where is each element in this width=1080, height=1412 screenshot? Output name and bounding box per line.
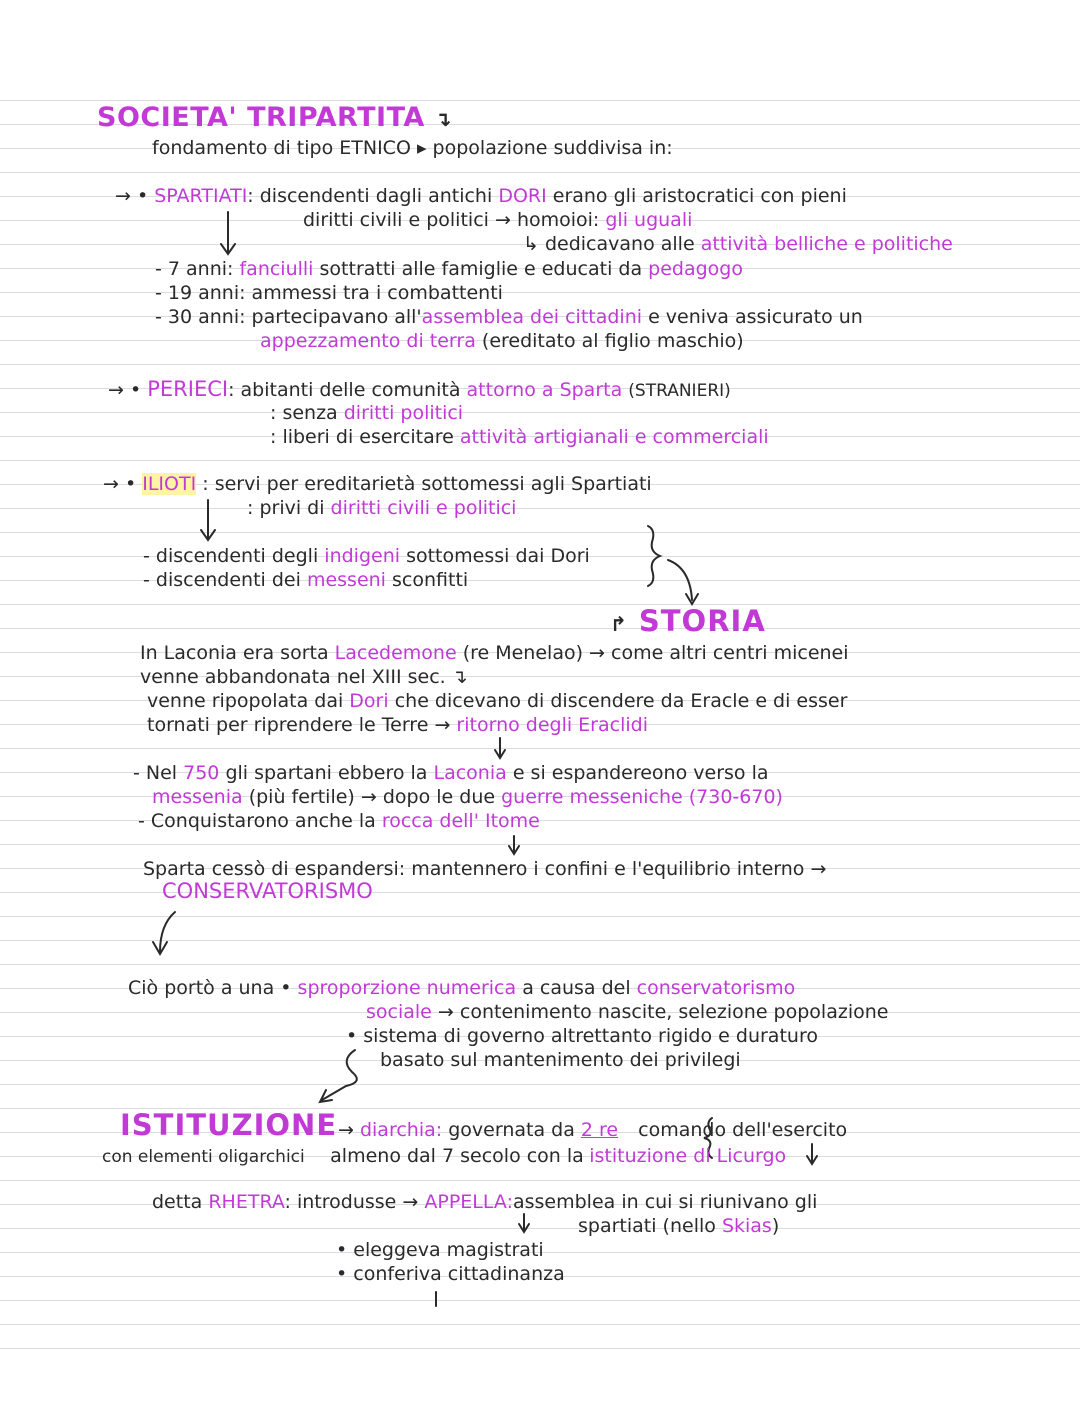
bullet-icon: • [346, 1025, 358, 1047]
conservatorismo-term: conservatorismo [636, 977, 796, 999]
arrow-icon: → [115, 185, 131, 207]
stranieri-text: (STRANIERI) [628, 381, 731, 401]
curved-down-arrow-icon [160, 912, 175, 952]
iloti-line-1 [103, 472, 652, 496]
year-750: 750 [183, 762, 220, 784]
spartiati-text: dedicavano alle [544, 233, 695, 255]
spartiati-label: SPARTIATI [154, 185, 248, 207]
storia-bullet-1 [133, 761, 769, 785]
perieci-text: : senza [270, 402, 338, 424]
intro-text: fondamento di tipo ETNICO [152, 137, 411, 159]
istituzione-text-3: assemblea in cui si riunivano gli [512, 1191, 818, 1213]
istituzione-text-2: comando dell'esercito [638, 1119, 848, 1141]
storia-bullet-2 [138, 809, 540, 833]
brace-icon [648, 526, 660, 586]
bullet-icon: • [336, 1239, 348, 1261]
diarchia-term: diarchia: [359, 1119, 443, 1141]
istituzione-heading-text: ISTITUZIONE [120, 1108, 338, 1142]
arrow-icon: → [494, 209, 511, 231]
guerre-term: guerre messeniche (730-670) [501, 786, 783, 808]
arrow-icon: → [103, 473, 119, 495]
iloti-desc-1 [143, 544, 590, 568]
perieci-line-1 [108, 377, 731, 403]
fanciulli-term: fanciulli [239, 258, 314, 280]
storia-text-2: (re Menelao) [462, 642, 583, 664]
storia-text: venne abbandonata nel XIII sec. [140, 666, 446, 688]
storia-sparta-line [143, 857, 826, 881]
bullet-icon: • [129, 379, 142, 401]
spartiati-line-3 [523, 232, 953, 256]
arrow-icon: → [338, 1119, 354, 1141]
homoioi-term: homoioi: [516, 209, 600, 231]
storia-text: Sparta cessò di espandersi: mantennero i confini e l'equilibrio interno [143, 858, 805, 880]
storia-text-2: che dicevano di discendere da Eracle e di esser [394, 690, 848, 712]
iloti-text-2: sottomessi dai Dori [406, 545, 590, 567]
storia-text-2: dopo le due [382, 786, 496, 808]
istituzione-line-4 [578, 1214, 779, 1238]
conseguenze-text: sistema di governo altrettanto rigido e duraturo [363, 1025, 818, 1047]
iloti-desc-2 [143, 568, 468, 592]
diritti-term: diritti politici [343, 402, 464, 424]
storia-text: (più fertile) [248, 786, 355, 808]
iloti-text-2: sconfitti [392, 569, 469, 591]
perieci-line-3 [270, 425, 769, 449]
attivita-term: attività artigianali e commerciali [459, 426, 769, 448]
return-arrow-icon: ↴ [434, 107, 452, 131]
terra-term: appezzamento di terra [260, 330, 476, 352]
istituzione-line-2 [102, 1144, 786, 1169]
skias-term: Skias [721, 1215, 772, 1237]
laconia-term: Laconia [433, 762, 507, 784]
perieci-line-2 [270, 401, 463, 425]
storia-heading-text: STORIA [638, 604, 766, 638]
storia-text: In Laconia era sorta [140, 642, 329, 664]
istituzione-line-3 [152, 1190, 817, 1214]
spartiati-text: diritti civili e politici [303, 209, 489, 231]
conseguenze-line-2 [366, 1000, 888, 1024]
istituzione-line-6 [336, 1262, 565, 1286]
conseguenze-text-2: a causa del [522, 977, 631, 999]
storia-bullet-1b [152, 785, 783, 809]
iloti-text: : servi per ereditarietà sottomessi agli Spartiati [202, 473, 652, 495]
istituzione-text: eleggeva magistrati [353, 1239, 544, 1261]
arrow-icon: → [434, 714, 451, 736]
arrow-icon: → [810, 858, 827, 880]
return-arrow-icon: ↴ [451, 666, 468, 688]
perieci-text: : liberi di esercitare [270, 426, 454, 448]
indigeni-term: indigeni [324, 545, 401, 567]
title-text: SOCIETA' TRIPARTITA [97, 102, 425, 133]
corner-arrow-icon: ↱ [610, 612, 628, 636]
istituzione-text: governata da [448, 1119, 575, 1141]
intro-line [152, 136, 673, 160]
arrow-icon: ▸ [416, 137, 427, 159]
iloti-line-2 [247, 496, 516, 520]
arrow-icon: → [360, 786, 377, 808]
storia-text-2: gli spartani ebbero la [225, 762, 428, 784]
assemblea-term: assemblea dei cittadini [421, 306, 643, 328]
perieci-label: PERIECI [147, 377, 229, 401]
age-7-line [155, 257, 743, 281]
istituzione-text: detta [152, 1191, 203, 1213]
istituzione-line-5 [336, 1238, 544, 1262]
sproporzione-term: sproporzione numerica [297, 977, 517, 999]
pedagogo-term: pedagogo [648, 258, 743, 280]
lacedemone-term: Lacedemone [334, 642, 457, 664]
iloti-text: - discendenti dei [143, 569, 301, 591]
age-19-line [155, 281, 503, 305]
messenia-term: messenia [152, 786, 243, 808]
sociale-term: sociale [366, 1001, 432, 1023]
dori-term: Dori [349, 690, 389, 712]
bullet-icon: • [336, 1263, 348, 1285]
licurgo-term: istituzione di Licurgo [589, 1145, 787, 1167]
istituzione-text: con elementi oligarchici [102, 1147, 305, 1167]
spartiati-text: : discendenti dagli antichi [247, 185, 493, 207]
spartiati-text-2: erano gli aristocratici con pieni [552, 185, 847, 207]
due-re-term: 2 re [580, 1119, 619, 1141]
storia-text-3: come altri centri micenei [611, 642, 849, 664]
age-30-line-2 [260, 329, 744, 353]
arrow-icon: → [589, 642, 605, 664]
age-text: sottratti alle famiglie e educati da [319, 258, 643, 280]
storia-text: - Nel [133, 762, 178, 784]
storia-line-1 [140, 641, 849, 665]
age-30-line [155, 305, 863, 329]
intro-text-2: popolazione suddivisa in: [432, 137, 673, 159]
storia-text: tornati per riprendere le Terre [147, 714, 429, 736]
istituzione-text-2: : introdusse [284, 1191, 397, 1213]
messeni-term: messeni [306, 569, 386, 591]
squiggle-arrow-icon [322, 1050, 357, 1100]
diritti-term: diritti civili e politici [330, 497, 517, 519]
attivita-term: attività belliche [700, 233, 848, 255]
page-title [97, 102, 452, 133]
bullet-icon: • [124, 473, 137, 495]
storia-line-2 [140, 665, 468, 689]
uguali-term: gli uguali [605, 209, 693, 231]
storia-line-4 [147, 713, 648, 737]
age-text: - 19 anni: ammessi tra i combattenti [155, 282, 503, 304]
storia-text: venne ripopolata dai [147, 690, 344, 712]
iloti-text: - discendenti degli [143, 545, 319, 567]
conseguenze-text: contenimento nascite, selezione popolazione [459, 1001, 889, 1023]
conservatorismo-line [162, 879, 373, 903]
conservatorismo-term: CONSERVATORISMO [162, 879, 373, 903]
conseguenze-line-1 [128, 976, 795, 1000]
age-label: - 7 anni: [155, 258, 234, 280]
arrow-icon: → [402, 1191, 419, 1213]
arrow-icon: → [437, 1001, 454, 1023]
iloti-label: ILIOTI [142, 473, 197, 495]
istituzione-text: conferiva cittadinanza [353, 1263, 565, 1285]
rhetra-term: RHETRA [208, 1191, 285, 1213]
corner-arrow-icon: ↳ [523, 233, 539, 255]
istituzione-text-2: almeno dal 7 secolo con la [330, 1145, 584, 1167]
storia-heading [610, 604, 766, 638]
dori-term: DORI [498, 185, 547, 207]
istituzione-line-1 [338, 1118, 847, 1142]
arrow-icon: → [108, 379, 124, 401]
politiche-term: e politiche [853, 233, 953, 255]
spartiati-line-1 [115, 184, 847, 208]
age-text: (ereditato al figlio maschio) [481, 330, 744, 352]
sparta-term: attorno a Sparta [466, 379, 623, 401]
bullet-icon: • [280, 977, 292, 999]
conseguenze-line-3 [346, 1024, 818, 1048]
age-text-2: e veniva assicurato un [648, 306, 863, 328]
bullet-icon: • [136, 185, 149, 207]
iloti-text: : privi di [247, 497, 325, 519]
conseguenze-line-4 [380, 1048, 741, 1072]
age-text: - 30 anni: partecipavano all' [155, 306, 422, 328]
conseguenze-text: Ciò portò a una [128, 977, 275, 999]
storia-text-3: e si espandereono verso la [512, 762, 769, 784]
storia-line-3 [147, 689, 847, 713]
appella-term: APPELLA: [424, 1191, 513, 1213]
istituzione-heading [120, 1108, 337, 1142]
istituzione-text: spartiati (nello [578, 1215, 716, 1237]
eraclidi-term: ritorno degli Eraclidi [456, 714, 648, 736]
perieci-text: : abitanti delle comunità [228, 379, 461, 401]
conseguenze-text: basato sul mantenimento dei privilegi [380, 1049, 741, 1071]
itome-term: rocca dell' Itome [381, 810, 540, 832]
spartiati-line-2 [303, 208, 692, 232]
storia-text: - Conquistarono anche la [138, 810, 376, 832]
istituzione-text-2: ) [771, 1215, 780, 1237]
curved-arrow-icon [668, 560, 692, 600]
